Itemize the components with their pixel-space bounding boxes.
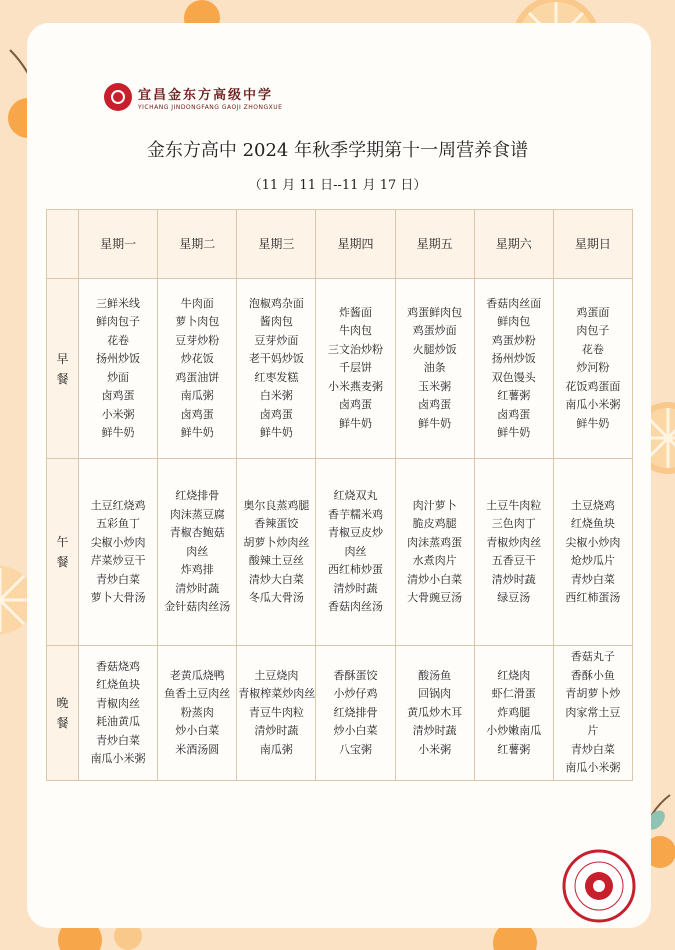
dish-item: 五香豆干 [491,554,536,567]
dish-item: 土豆红烧鸡 [90,498,146,512]
dish-item: 炝炒瓜片 [570,554,615,567]
menu-cell [316,279,395,459]
dish-item: 粉蒸肉 [180,705,214,719]
dish-item: 回锅肉 [418,687,452,701]
weekly-menu-table [46,209,633,781]
dish-item: 南瓜粥 [180,389,214,402]
dish-item: 豆芽炒粉 [175,333,220,347]
dish-item: 片 [587,724,599,738]
dish-item: 奥尔良蒸鸡腿 [243,498,310,512]
dish-item: 炒花饭 [180,352,214,365]
dish-item: 牛肉包 [338,324,372,338]
menu-cell [237,646,316,781]
dish-item: 清炒时蔬 [412,724,457,738]
day-header: 星期四 [316,210,395,279]
dish-item: 青炒白菜 [96,733,141,747]
dish-item: 扬州炒饭 [96,352,141,365]
meal-row [47,279,633,459]
dish-item: 鸡蛋油饼 [175,370,220,384]
dish-item: 三文治炒粉 [327,342,383,356]
menu-cell [554,459,633,646]
dish-item: 炒小白菜 [333,724,378,738]
school-logo [104,80,282,114]
school-emblem-icon [104,83,132,111]
dish-item: 酱肉包 [259,315,293,328]
dish-item: 香菇烧鸡 [96,659,141,673]
dish-item: 清炒小白菜 [407,572,463,586]
day-header: 星期一 [79,210,158,279]
dish-item: 红烧排骨 [175,489,220,503]
dish-item: 肉丝 [344,544,367,558]
menu-cell [237,459,316,646]
dish-item: 西红柿炒蛋 [327,563,383,577]
dish-item: 尖椒小炒肉 [565,535,621,549]
dish-item: 炒小白菜 [175,724,220,738]
dish-item: 清炒时蔬 [175,581,220,595]
date-range: （11 月 11 日--11 月 17 日） [248,178,427,193]
dish-item: 大骨豌豆汤 [407,591,463,604]
dish-item: 脆皮鸡腿 [412,517,457,530]
dish-item: 黄瓜炒木耳 [407,705,463,719]
dish-item: 青椒榨菜炒肉丝 [238,687,316,701]
dish-item: 鲜牛奶 [576,416,610,430]
dish-item: 青椒肉丝 [96,696,141,710]
dish-item: 肉丝 [186,544,209,558]
dish-item: 土豆烧肉 [254,668,299,682]
dish-item: 花卷 [581,342,604,356]
dish-item: 肉家常土豆 [565,705,621,719]
dish-item: 香辣蛋饺 [254,517,299,530]
dish-item: 鲜牛奶 [101,426,135,439]
dish-item: 鲜牛奶 [418,416,452,430]
dish-item: 卤鸡蛋 [497,407,531,421]
education-group-seal-icon [562,849,636,923]
dish-item: 三鲜米线 [96,296,141,310]
dish-item: 耗油黄瓜 [96,715,141,728]
dish-item: 米酒汤圆 [175,742,220,756]
menu-cell [79,279,158,459]
dish-item: 香酥小鱼 [570,668,615,682]
dish-item: 南瓜粥 [259,742,293,756]
dish-item: 土豆牛肉粒 [486,498,542,512]
dish-item: 卤鸡蛋 [180,407,214,421]
dish-item: 炸鸡腿 [497,705,531,719]
school-name-en: YICHANG JINDONGFANG GAOJI ZHONGXUE [138,103,283,111]
dish-item: 土豆烧鸡 [570,498,615,512]
meal-label: 午 餐 [47,459,79,646]
dish-item: 扬州炒饭 [491,352,536,365]
menu-cell [316,459,395,646]
dish-item: 牛肉面 [180,296,214,310]
dish-item: 双色馒头 [491,370,536,384]
dish-item: 肉汁萝卜 [412,498,457,512]
menu-cell [475,459,554,646]
dish-item: 尖椒小炒肉 [90,535,146,549]
dish-item: 老黄瓜烧鸭 [169,668,225,682]
meal-row [47,459,633,646]
dish-item: 千层饼 [338,361,372,375]
dish-item: 红薯粥 [497,389,531,402]
dish-item: 香菇丸子 [570,650,615,664]
menu-cell [158,459,237,646]
menu-cell [158,646,237,781]
dish-item: 白米粥 [259,389,293,402]
dish-item: 小炒仔鸡 [333,687,378,701]
dish-item: 西红柿蛋汤 [565,591,621,604]
dish-item: 红烧双丸 [333,489,378,503]
dish-item: 鸡蛋炒粉 [491,333,536,347]
dish-item: 青椒豆皮炒 [327,526,383,540]
dish-item: 香芋糯米鸡 [327,507,383,521]
dish-item: 鱼香土豆肉丝 [164,687,231,701]
dish-item: 青炒白菜 [570,742,615,756]
menu-cell [396,459,475,646]
dish-item: 卤鸡蛋 [259,407,293,421]
dish-item: 肉沫蒸豆腐 [169,507,225,521]
dish-item: 冬瓜大骨汤 [248,591,304,604]
menu-cell [237,279,316,459]
day-header: 星期三 [237,210,316,279]
dish-item: 炸酱面 [338,305,372,319]
menu-cell [158,279,237,459]
menu-cell [554,646,633,781]
dish-item: 肉沫蒸鸡蛋 [407,535,463,549]
dish-item: 小炒嫩南瓜 [486,724,542,738]
dish-item: 红烧肉 [497,668,531,682]
menu-cell [396,279,475,459]
dish-item: 青胡萝卜炒 [565,687,621,701]
menu-cell [316,646,395,781]
dish-item: 红烧鱼块 [570,517,615,530]
dish-item: 鸡蛋炒面 [412,324,457,338]
dish-item: 鲜牛奶 [259,426,293,439]
school-name-cn: 宜昌金东方高级中学 [138,87,274,103]
dish-item: 三色肉丁 [491,517,536,530]
dish-item: 清炒时蔬 [254,724,299,738]
dish-item: 香菇肉丝汤 [327,600,383,614]
dish-item: 萝卜肉包 [175,315,220,328]
menu-cell [554,279,633,459]
dish-item: 鸡蛋面 [576,305,610,319]
menu-cell [79,459,158,646]
dish-item: 水煮肉片 [412,554,457,567]
dish-item: 香菇肉丝面 [486,296,542,310]
dish-item: 玉米粥 [418,379,452,393]
dish-item: 南瓜小米粥 [90,752,146,765]
dish-item: 红枣发糕 [254,370,299,384]
dish-item: 五彩鱼丁 [96,517,141,530]
dish-item: 红烧排骨 [333,705,378,719]
dish-item: 虾仁滑蛋 [491,687,536,701]
dish-item: 豆芽炒面 [254,333,299,347]
dish-item: 小米粥 [418,742,452,756]
dish-item: 老干妈炒饭 [248,352,304,365]
dish-item: 芹菜炒豆干 [90,554,146,567]
dish-item: 青炒白菜 [570,572,615,586]
dish-item: 绿豆汤 [497,591,531,604]
dish-item: 金针菇肉丝汤 [164,600,231,614]
dish-item: 卤鸡蛋 [418,398,452,412]
menu-cell [79,646,158,781]
dish-item: 小米粥 [101,407,135,421]
meal-label: 晚 餐 [47,646,79,781]
dish-item: 红薯粥 [497,742,531,756]
dish-item: 酸汤鱼 [418,668,452,682]
page-title: 金东方高中 2024 年秋季学期第十一周营养食谱 [146,140,529,161]
dish-item: 小米燕麦粥 [327,379,383,393]
menu-cell [396,646,475,781]
dish-item: 鲜肉包 [497,315,531,328]
day-header-row [47,210,633,279]
dish-item: 南瓜小米粥 [565,398,621,412]
dish-item: 肉包子 [576,324,610,338]
menu-cell [475,646,554,781]
corner-cell [47,210,79,279]
dish-item: 花卷 [107,333,130,347]
dish-item: 胡萝卜炒肉丝 [243,535,310,549]
day-header: 星期五 [396,210,475,279]
meal-label: 早 餐 [47,279,79,459]
dish-item: 炸鸡排 [180,563,214,577]
dish-item: 炒河粉 [576,361,610,375]
dish-item: 南瓜小米粥 [565,761,621,775]
dish-item: 火腿炒饭 [412,342,457,356]
dish-item: 红烧鱼块 [96,678,141,691]
dish-item: 卤鸡蛋 [338,398,372,412]
dish-item: 青椒炒肉丝 [486,535,542,549]
dish-item: 泡椒鸡杂面 [248,296,304,310]
day-header: 星期六 [475,210,554,279]
dish-item: 鲜牛奶 [338,416,372,430]
dish-item: 油条 [423,361,446,375]
dish-item: 青椒杏鲍菇 [169,526,225,540]
dish-item: 清炒时蔬 [491,572,536,586]
day-header: 星期日 [554,210,633,279]
dish-item: 青豆牛肉粒 [248,705,304,719]
dish-item: 萝卜大骨汤 [90,591,146,604]
dish-item: 鲜牛奶 [497,426,531,439]
dish-item: 香酥蛋饺 [333,668,378,682]
day-header: 星期二 [158,210,237,279]
dish-item: 酸辣土豆丝 [248,554,304,567]
menu-cell [475,279,554,459]
meal-row [47,646,633,781]
dish-item: 八宝粥 [338,742,372,756]
dish-item: 花饭鸡蛋面 [565,379,621,393]
dish-item: 清炒大白菜 [248,572,304,586]
dish-item: 清炒时蔬 [333,581,378,595]
dish-item: 青炒白菜 [96,572,141,586]
dish-item: 鸡蛋鲜肉包 [407,305,463,319]
dish-item: 鲜肉包子 [96,315,141,328]
dish-item: 鲜牛奶 [180,426,214,439]
dish-item: 卤鸡蛋 [101,389,135,402]
dish-item: 炒面 [107,370,130,384]
